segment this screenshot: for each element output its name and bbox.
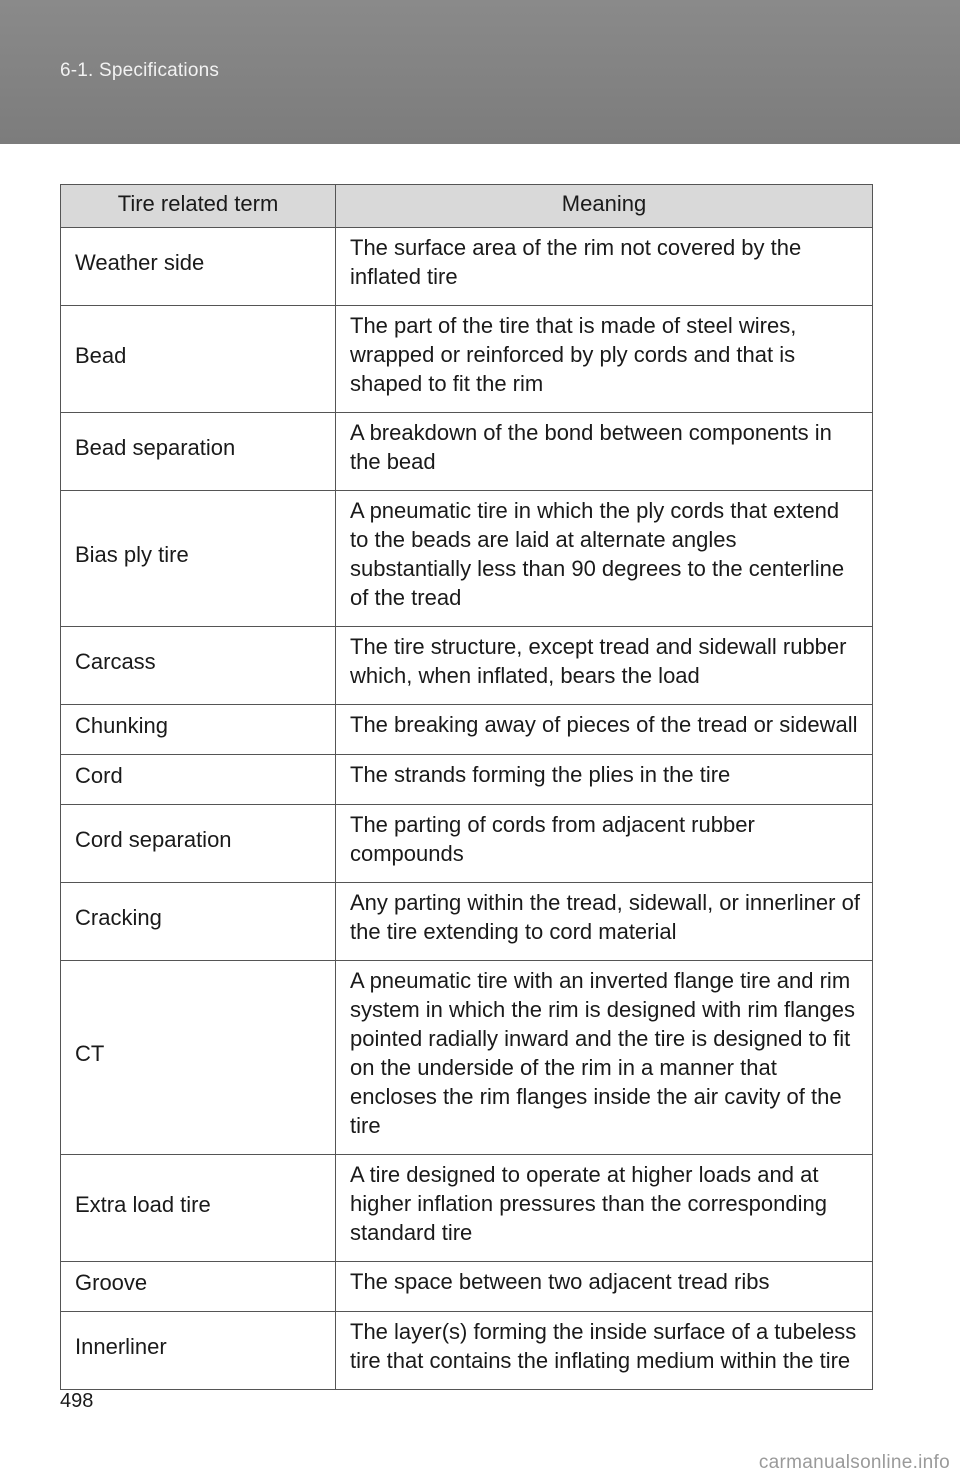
- column-header-meaning: Meaning: [336, 185, 873, 228]
- term-cell: Innerliner: [61, 1312, 336, 1390]
- header-band: [0, 0, 960, 144]
- term-cell: Bias ply tire: [61, 491, 336, 627]
- term-cell: Bead: [61, 306, 336, 413]
- meaning-cell: The strands forming the plies in the tire: [336, 755, 873, 805]
- table-row: [61, 755, 873, 805]
- term-cell: CT: [61, 961, 336, 1155]
- table-row: [61, 491, 873, 627]
- meaning-cell: A tire designed to operate at higher loads and at higher inflation pressures than the corresponding standard tire: [336, 1155, 873, 1262]
- table-row: [61, 883, 873, 961]
- table-row: [61, 1262, 873, 1312]
- meaning-cell: The surface area of the rim not covered by the inflated tire: [336, 228, 873, 306]
- table-row: [61, 306, 873, 413]
- meaning-cell: The parting of cords from adjacent rubber compounds: [336, 805, 873, 883]
- watermark: carmanualsonline.info: [758, 1452, 950, 1473]
- tire-terms-table: [60, 184, 873, 1390]
- term-cell: Extra load tire: [61, 1155, 336, 1262]
- table-row: [61, 961, 873, 1155]
- table-row: [61, 1312, 873, 1390]
- meaning-cell: The space between two adjacent tread ribs: [336, 1262, 873, 1312]
- table-row: [61, 627, 873, 705]
- meaning-cell: The breaking away of pieces of the tread or sidewall: [336, 705, 873, 755]
- meaning-cell: The layer(s) forming the inside surface of a tubeless tire that contains the inflating medium within the tire: [336, 1312, 873, 1390]
- meaning-cell: A pneumatic tire in which the ply cords that extend to the beads are laid at alternate angles substantially less than 90 degrees to the centerline of the tread: [336, 491, 873, 627]
- term-cell: Cord separation: [61, 805, 336, 883]
- page-number: 498: [60, 1390, 94, 1412]
- meaning-cell: A pneumatic tire with an inverted flange tire and rim system in which the rim is designed with rim flanges pointed radially inward and the tire is designed to fit on the underside of the rim in a manner that encloses the rim flanges inside the air cavity of the tire: [336, 961, 873, 1155]
- term-cell: Groove: [61, 1262, 336, 1312]
- table-row: [61, 413, 873, 491]
- table-row: [61, 805, 873, 883]
- term-cell: Cord: [61, 755, 336, 805]
- meaning-cell: Any parting within the tread, sidewall, or innerliner of the tire extending to cord material: [336, 883, 873, 961]
- term-cell: Chunking: [61, 705, 336, 755]
- term-cell: Weather side: [61, 228, 336, 306]
- meaning-cell: The tire structure, except tread and sidewall rubber which, when inflated, bears the load: [336, 627, 873, 705]
- table-header-row: [61, 185, 873, 228]
- term-cell: Cracking: [61, 883, 336, 961]
- table-row: [61, 228, 873, 306]
- table-body: [61, 228, 873, 1390]
- section-title: 6-1. Specifications: [60, 60, 220, 81]
- term-cell: Bead separation: [61, 413, 336, 491]
- table-row: [61, 705, 873, 755]
- table-row: [61, 1155, 873, 1262]
- meaning-cell: A breakdown of the bond between components in the bead: [336, 413, 873, 491]
- term-cell: Carcass: [61, 627, 336, 705]
- meaning-cell: The part of the tire that is made of steel wires, wrapped or reinforced by ply cords and that is shaped to fit the rim: [336, 306, 873, 413]
- column-header-term: Tire related term: [61, 185, 336, 228]
